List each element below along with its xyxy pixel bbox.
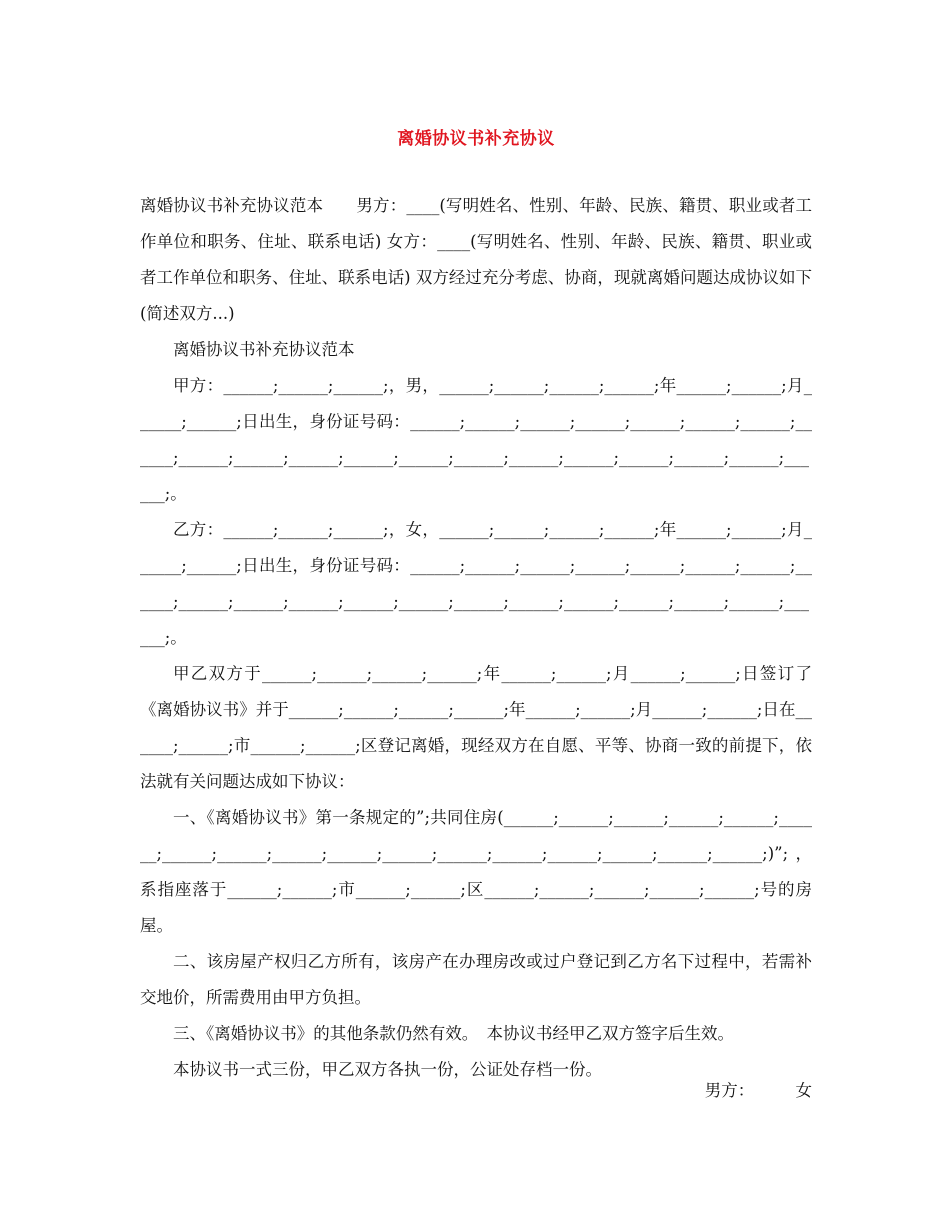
paragraph-clause-3: 三、《离婚协议书》的其他条款仍然有效。 本协议书经甲乙双方签字后生效。 bbox=[173, 1024, 734, 1043]
paragraph-party-b: 乙方：______;______;______;，女，______;______;______;______;年______;______;月______;______;日出生，身份证号码：______;______;______;______;______;______;______;______;______;______;______;______;______;______;______;______;______;______;______;______;。 bbox=[140, 520, 812, 647]
paragraph-background: 甲乙双方于______;______;______;______;年______;______;月______;______;日签订了《离婚协议书》并于______;______;______;______;年______;______;月______;______;日在______;______;市______;______;区登记离婚，现经双方在自愿、平等、协商一致的前提下，依法就有关问题达成如下协议： bbox=[140, 664, 812, 791]
paragraph-intro: 离婚协议书补充协议范本 男方：____(写明姓名、性别、年龄、民族、籍贯、职业或者工作单位和职务、住址、联系电话) 女方：____(写明姓名、性别、年龄、民族、籍贯、职业或者工作单位和职务、住址、联系电话) 双方经过充分考虑、协商，现就离婚问题达成协议如下(简述双方...) bbox=[140, 196, 812, 323]
paragraph-heading: 离婚协议书补充协议范本 bbox=[173, 340, 355, 359]
paragraph-party-a: 甲方：______;______;______;，男，______;______;______;______;年______;______;月______;______;日出生，身份证号码：______;______;______;______;______;______;______;______;______;______;______;______;______;______;______;______;______;______;______;______;。 bbox=[140, 376, 812, 503]
paragraph-clause-1: 一、《离婚协议书》第一条规定的”;共同住房(______;______;______;______;______;______;______;______;______;______;______;______;______;______;______;______;______;)”;，系指座落于______;______;市______;______;区______;______;______;______;______;号的房屋。 bbox=[140, 808, 812, 935]
signature-line: 男方： 女 bbox=[704, 1081, 812, 1100]
paragraph-copies: 本协议书一式三份，甲乙双方各执一份，公证处存档一份。 bbox=[173, 1060, 602, 1079]
paragraph-clause-2: 二、该房屋产权归乙方所有，该房产在办理房改或过户登记到乙方名下过程中，若需补交地价，所需费用由甲方负担。 bbox=[140, 952, 812, 1007]
document-body bbox=[140, 188, 812, 1088]
document-title: 离婚协议书补充协议 bbox=[397, 129, 555, 149]
